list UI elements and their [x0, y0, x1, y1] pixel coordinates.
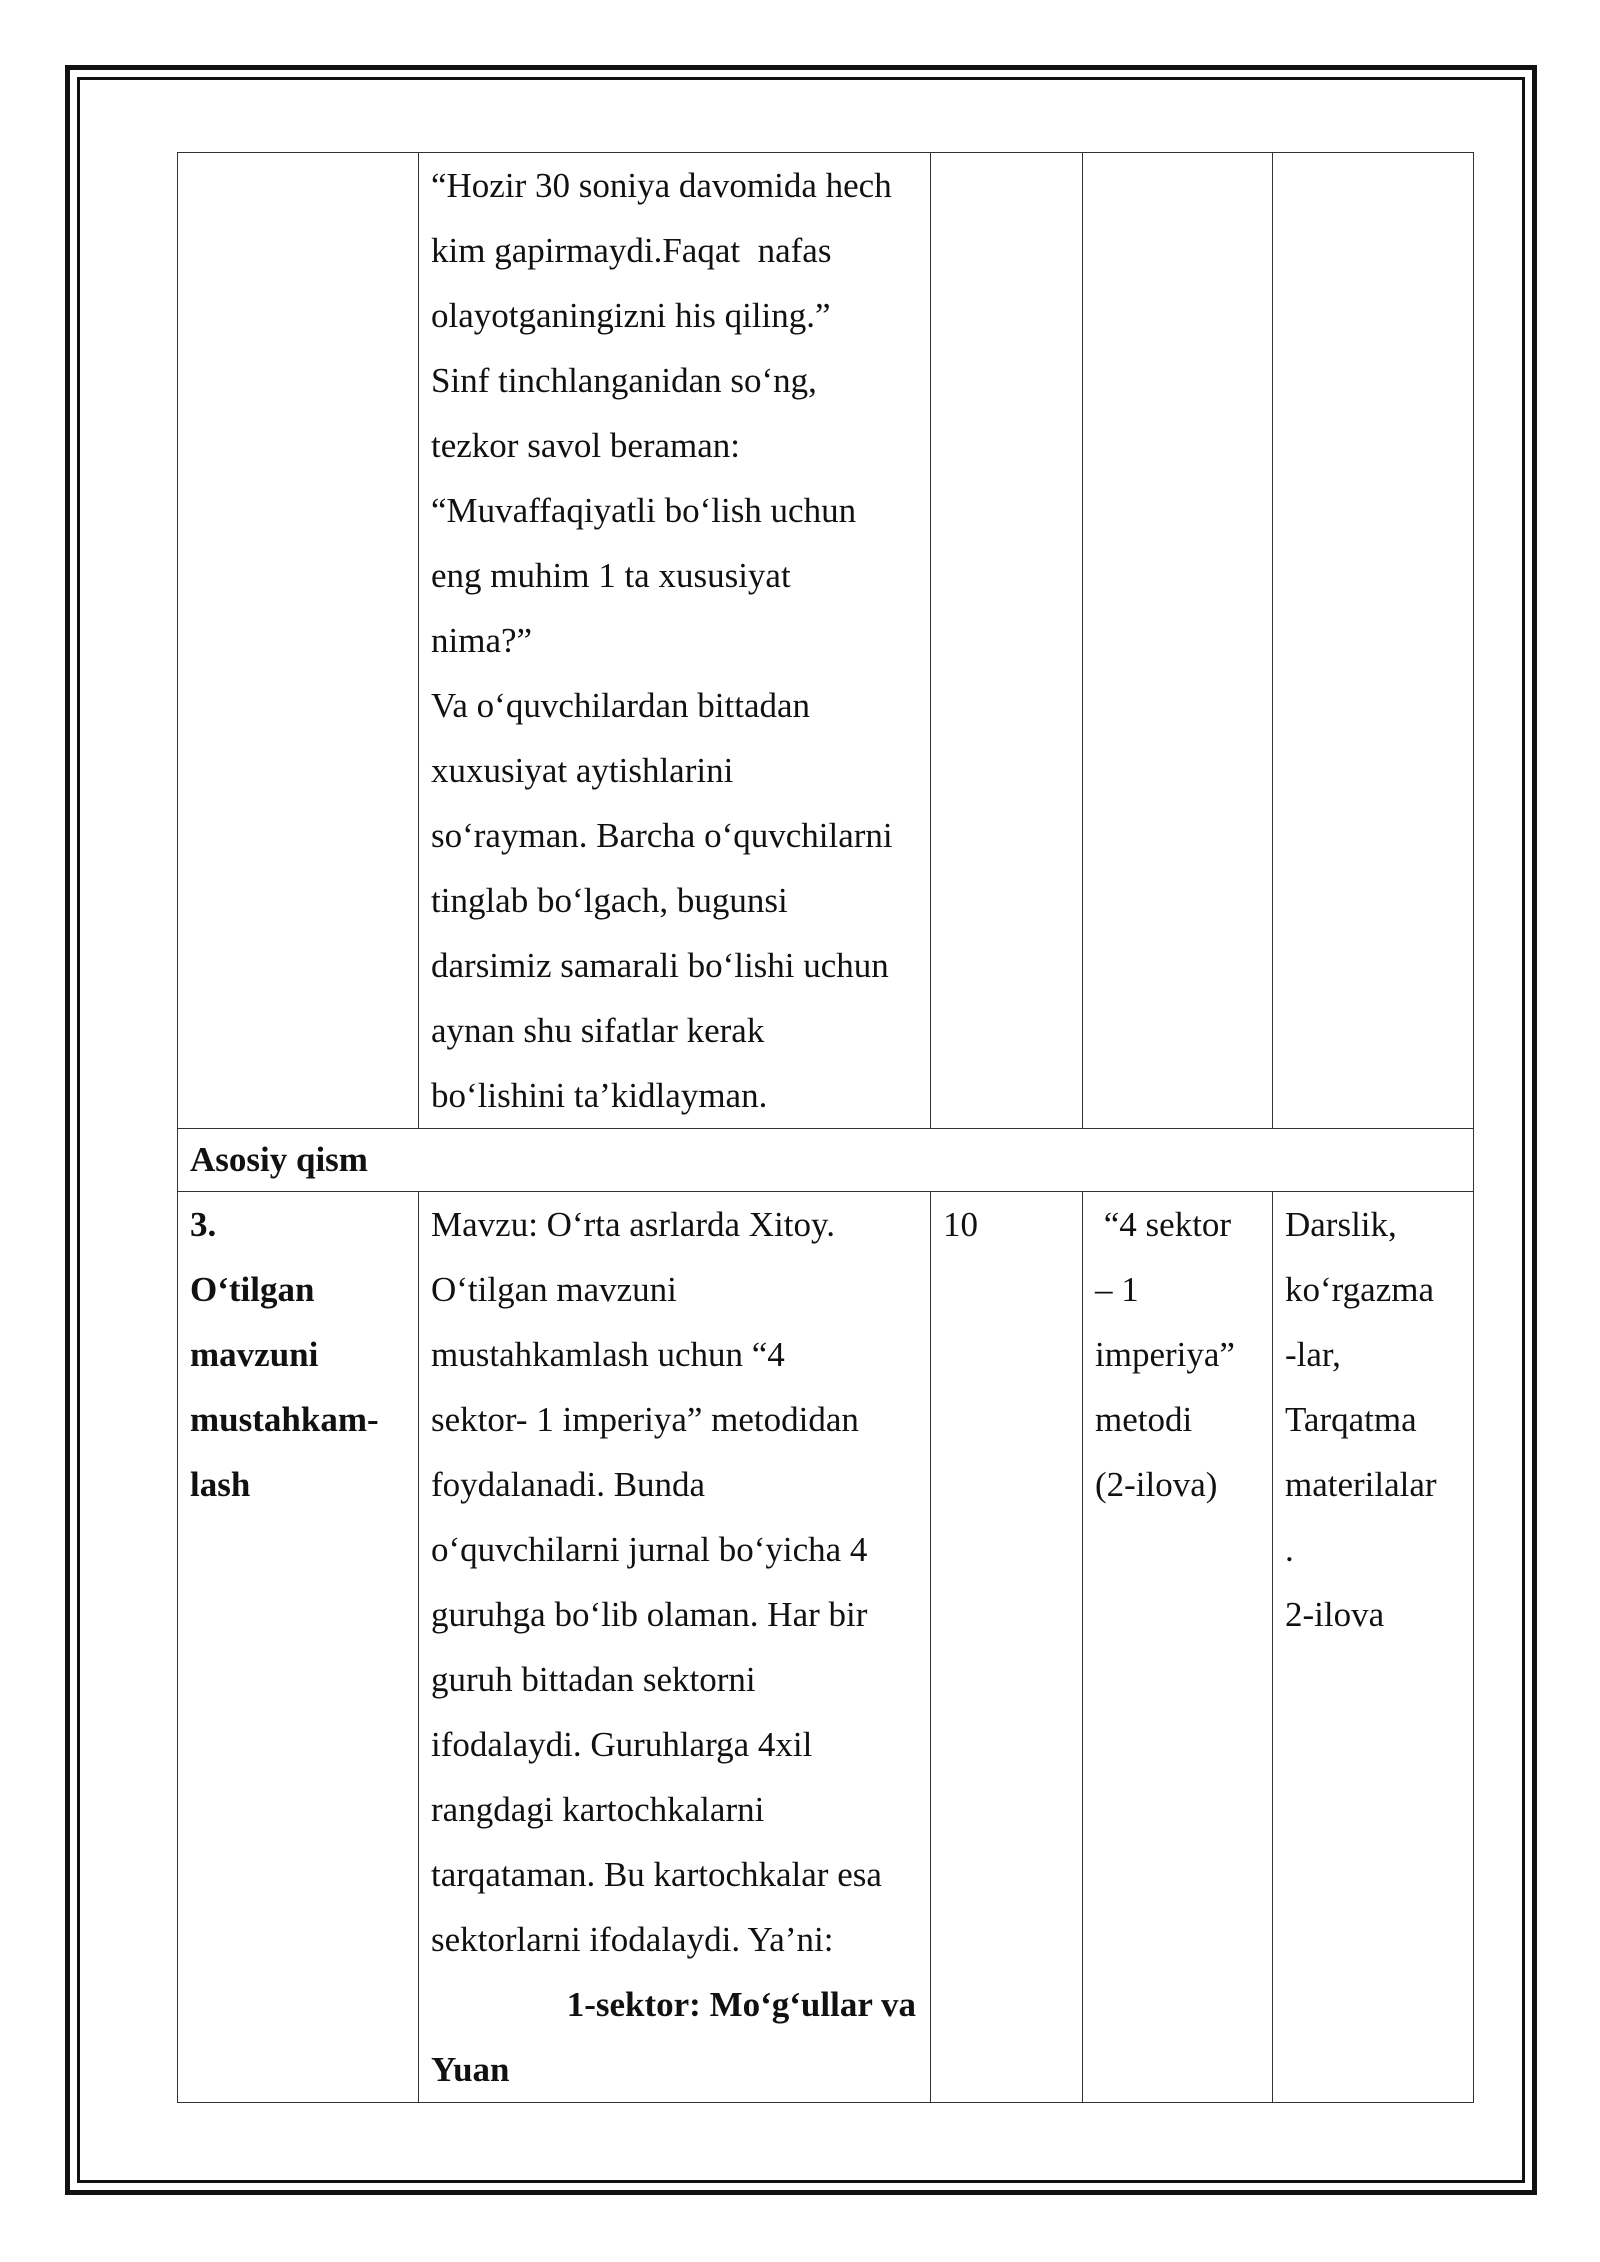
activity-line: tinglab bo‘lgach, bugunsi — [431, 881, 788, 920]
activity-line: o‘quvchilarni jurnal bo‘yicha 4 — [431, 1530, 868, 1569]
activity-line: ifodalaydi. Guruhlarga 4xil — [431, 1725, 813, 1764]
stage-title-cell — [178, 1192, 419, 2103]
time-cell-empty — [931, 153, 1083, 1129]
method-line: – 1 — [1095, 1270, 1139, 1309]
sector-heading-line: 1-sektor: Mo‘g‘ullar va — [566, 1985, 916, 2024]
activity-line: so‘rayman. Barcha o‘quvchilarni — [431, 816, 893, 855]
resources-cell — [1273, 1192, 1474, 2103]
resources-cell-empty — [1273, 153, 1474, 1129]
activity-line: “Muvaffaqiyatli bo‘lish uchun — [431, 491, 857, 530]
resources-line: -lar, — [1285, 1335, 1341, 1374]
resources-line: . — [1285, 1530, 1294, 1569]
activity-line: kim gapirmaydi.Faqat nafas — [431, 231, 832, 270]
activity-line: foydalanadi. Bunda — [431, 1465, 706, 1504]
activity-line: Va o‘quvchilardan bittadan — [431, 686, 811, 725]
continued-row — [178, 153, 1474, 1129]
activity-line: “Hozir 30 soniya davomida hech — [431, 166, 892, 205]
activity-line: O‘tilgan mavzuni — [431, 1270, 677, 1309]
activity-line: tezkor savol beraman: — [431, 426, 741, 465]
lesson-plan-table — [177, 152, 1474, 2103]
activity-line: sektor- 1 imperiya” metodidan — [431, 1400, 859, 1439]
activity-line: tarqataman. Bu kartochkalar esa — [431, 1855, 882, 1894]
resources-line: Tarqatma — [1285, 1400, 1417, 1439]
stage-title-line: mustahkam- — [190, 1400, 379, 1439]
resources-line: ko‘rgazma — [1285, 1270, 1435, 1309]
activity-line: aynan shu sifatlar kerak — [431, 1011, 765, 1050]
activity-line: Sinf tinchlanganidan so‘ng, — [431, 361, 817, 400]
time-cell — [931, 1192, 1083, 2103]
activity-line: nima?” — [431, 621, 533, 660]
section-header-row — [178, 1129, 1474, 1192]
activity-line: eng muhim 1 ta xususiyat — [431, 556, 791, 595]
stage-cell-empty — [178, 153, 419, 1129]
stage-title-line: lash — [190, 1465, 251, 1504]
sector-heading-line: Yuan — [431, 2050, 510, 2089]
method-cell-empty — [1083, 153, 1273, 1129]
method-line: metodi — [1095, 1400, 1193, 1439]
stage-title-line: 3. — [190, 1205, 217, 1244]
stage-title-line: mavzuni — [190, 1335, 319, 1374]
activity-line: guruh bittadan sektorni — [431, 1660, 756, 1699]
activity-line: xuxusiyat aytishlarini — [431, 751, 734, 790]
time-value: 10 — [943, 1205, 978, 1244]
activity-line: sektorlarni ifodalaydi. Ya’ni: — [431, 1920, 834, 1959]
method-line: imperiya” — [1095, 1335, 1235, 1374]
activity-line: Mavzu: O‘rta asrlarda Xitoy. — [431, 1205, 835, 1244]
sector-heading — [431, 1972, 916, 2102]
activity-line: olayotganingizni his qiling.” — [431, 296, 831, 335]
resources-line: materilalar — [1285, 1465, 1437, 1504]
activity-line: mustahkamlash uchun “4 — [431, 1335, 785, 1374]
activity-line: darsimiz samarali bo‘lishi uchun — [431, 946, 889, 985]
resources-line: 2-ilova — [1285, 1595, 1385, 1634]
section-header: Asosiy qism — [178, 1129, 1474, 1192]
resources-line: Darslik, — [1285, 1205, 1397, 1244]
method-line: (2-ilova) — [1095, 1465, 1218, 1504]
stage-row-3 — [178, 1192, 1474, 2103]
stage-title-line: O‘tilgan — [190, 1270, 315, 1309]
activity-line: bo‘lishini ta’kidlayman. — [431, 1076, 768, 1115]
activity-cell — [419, 153, 931, 1129]
activity-line: guruhga bo‘lib olaman. Har bir — [431, 1595, 868, 1634]
activity-line: rangdagi kartochkalarni — [431, 1790, 765, 1829]
method-line: “4 sektor — [1095, 1205, 1232, 1244]
activity-cell — [419, 1192, 931, 2103]
method-cell — [1083, 1192, 1273, 2103]
